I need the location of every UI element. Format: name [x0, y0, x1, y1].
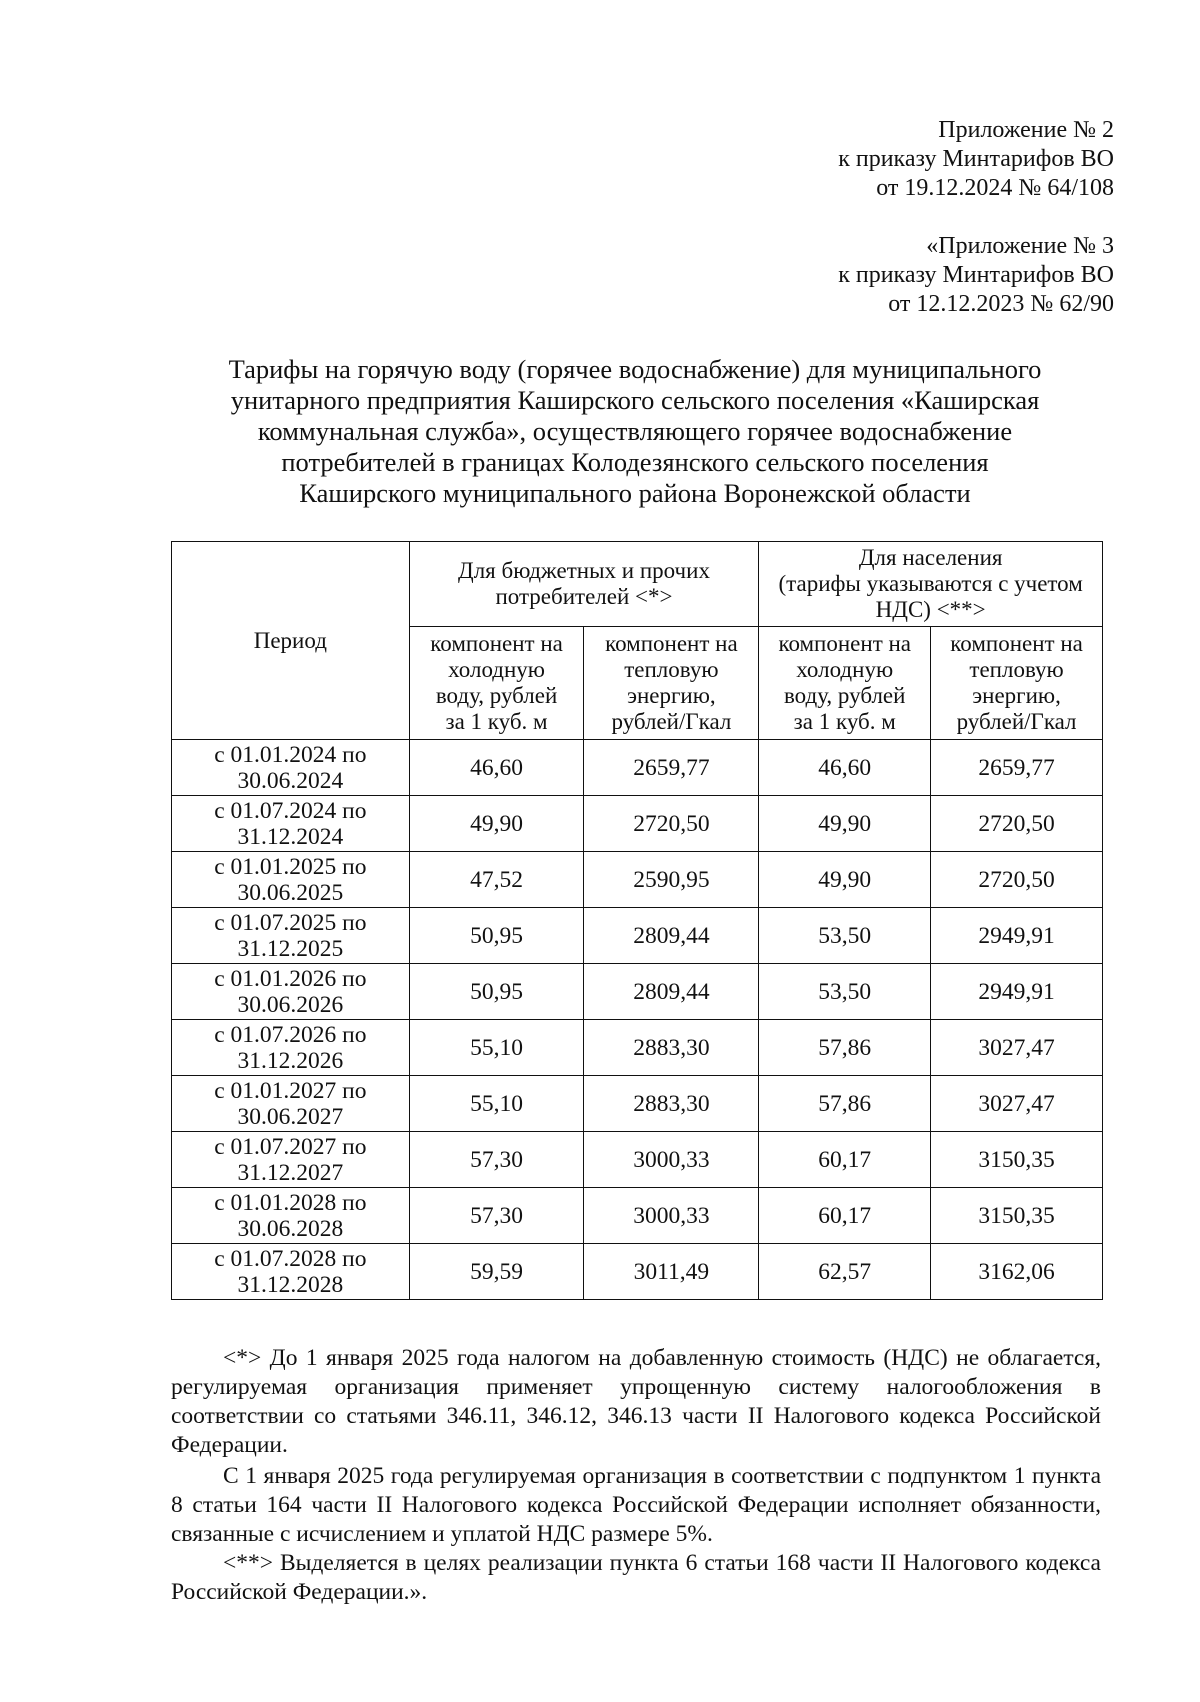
population-cold-cell: 57,86 [759, 1020, 931, 1076]
table-row [172, 908, 1103, 964]
budget-heat-cell: 3000,33 [584, 1188, 759, 1244]
appendix-3-line-2: к приказу Минтарифов ВО [838, 262, 1114, 288]
footnote-3-text: <**> Выделяется в целях реализации пункта 6 статьи 168 части II Налогового кодекса Российской Федерации.». [171, 1550, 1101, 1605]
budget-heat-cell: 2883,30 [584, 1076, 759, 1132]
period-header [172, 542, 410, 740]
footnote-3 [171, 1549, 1101, 1607]
period-end: 30.06.2026 [237, 991, 344, 1018]
period-cell [172, 1188, 410, 1244]
table-row [172, 796, 1103, 852]
header-line: компонент на [950, 631, 1083, 656]
period-start: с 01.07.2027 по [214, 1133, 367, 1160]
period-end: 31.12.2028 [237, 1271, 344, 1298]
population-heat-cell: 2659,77 [931, 740, 1103, 796]
period-header-label: Период [253, 627, 327, 653]
population-cold-cell: 53,50 [759, 964, 931, 1020]
footnote-2 [171, 1462, 1101, 1549]
budget-heat-cell: 2659,77 [584, 740, 759, 796]
population-heat-energy-header [931, 627, 1103, 740]
budget-heat-cell: 2590,95 [584, 852, 759, 908]
table-row [172, 964, 1103, 1020]
appendix-3-line-3: от 12.12.2023 № 62/90 [888, 291, 1114, 317]
population-heat-cell: 2949,91 [931, 964, 1103, 1020]
header-line: тепловую [969, 657, 1064, 682]
period-end: 31.12.2027 [237, 1159, 344, 1186]
appendix-2-reference [838, 116, 1114, 203]
period-cell [172, 964, 410, 1020]
budget-heat-cell: 3011,49 [584, 1244, 759, 1300]
population-cold-cell: 49,90 [759, 796, 931, 852]
table-row [172, 852, 1103, 908]
budget-cold-water-header [409, 627, 584, 740]
header-line: воду, рублей [435, 683, 558, 708]
table-row [172, 1188, 1103, 1244]
population-heat-cell: 2949,91 [931, 908, 1103, 964]
footnote-1 [171, 1344, 1101, 1460]
header-line: рублей/Гкал [611, 709, 732, 734]
header-line: компонент на [605, 631, 738, 656]
footnote-1-text: <*> До 1 января 2025 года налогом на добавленную стоимость (НДС) не облагается, регулируемая организация применяет упрощенную систему налогообложения в соответствии со статьями 346.11, 346.12, 346.13 части II Налогового кодекса Российской Федерации. [171, 1345, 1101, 1458]
budget-heat-cell: 2809,44 [584, 908, 759, 964]
header-line: компонент на [778, 631, 912, 656]
population-cold-water-header [759, 627, 931, 740]
population-group-line-2: (тарифы указываются с учетом [778, 571, 1083, 596]
period-end: 30.06.2027 [237, 1103, 344, 1130]
period-start: с 01.07.2028 по [214, 1245, 367, 1272]
budget-group-line-2: потребителей <*> [495, 584, 673, 609]
document-title [170, 354, 1100, 509]
header-line: тепловую [624, 657, 719, 682]
title-line-1: Тарифы на горячую воду (горячее водоснабжение) для муниципального [228, 354, 1042, 384]
budget-heat-cell: 2883,30 [584, 1020, 759, 1076]
budget-heat-cell: 2809,44 [584, 964, 759, 1020]
population-heat-cell: 3162,06 [931, 1244, 1103, 1300]
population-group-line-3: НДС) <**> [875, 597, 986, 622]
appendix-2-line-3: от 19.12.2024 № 64/108 [876, 175, 1114, 201]
period-start: с 01.07.2024 по [214, 797, 367, 824]
population-cold-cell: 60,17 [759, 1188, 931, 1244]
title-line-3: коммунальная служба», осуществляющего горячее водоснабжение [257, 416, 1013, 446]
population-heat-cell: 2720,50 [931, 852, 1103, 908]
period-cell [172, 852, 410, 908]
header-line: холодную [448, 657, 545, 682]
population-heat-cell: 3027,47 [931, 1076, 1103, 1132]
budget-cold-cell: 50,95 [409, 964, 584, 1020]
population-heat-cell: 3027,47 [931, 1020, 1103, 1076]
population-cold-cell: 49,90 [759, 852, 931, 908]
population-heat-cell: 2720,50 [931, 796, 1103, 852]
table-row [172, 1020, 1103, 1076]
population-cold-cell: 60,17 [759, 1132, 931, 1188]
table-row [172, 740, 1103, 796]
population-group-header [759, 542, 1103, 627]
budget-cold-cell: 47,52 [409, 852, 584, 908]
population-group-line-1: Для населения [858, 545, 1003, 570]
period-start: с 01.01.2024 по [214, 741, 367, 768]
population-cold-cell: 46,60 [759, 740, 931, 796]
appendix-3-line-1: «Приложение № 3 [926, 233, 1114, 259]
header-line: энергию, [627, 683, 716, 708]
period-cell [172, 1244, 410, 1300]
title-line-4: потребителей в границах Колодезянского сельского поселения [281, 447, 989, 477]
period-cell [172, 1076, 410, 1132]
period-cell [172, 1020, 410, 1076]
period-end: 30.06.2025 [237, 879, 344, 906]
period-start: с 01.07.2026 по [214, 1021, 367, 1048]
header-line: энергию, [972, 683, 1061, 708]
budget-heat-cell: 3000,33 [584, 1132, 759, 1188]
period-end: 31.12.2026 [237, 1047, 344, 1074]
tariff-table [171, 541, 1103, 1300]
population-cold-cell: 53,50 [759, 908, 931, 964]
header-line: холодную [796, 657, 894, 682]
table-row [172, 1132, 1103, 1188]
title-line-5: Каширского муниципального района Воронежской области [299, 478, 971, 508]
period-start: с 01.07.2025 по [214, 909, 367, 936]
footnote-2-text: С 1 января 2025 года регулируемая организация в соответствии с подпунктом 1 пункта 8 статьи 164 части II Налогового кодекса Российской Федерации исполняет обязанности, связанные с исчислением и уплатой НДС размере 5%. [171, 1463, 1101, 1547]
period-start: с 01.01.2026 по [214, 965, 367, 992]
budget-group-header [409, 542, 759, 627]
period-end: 31.12.2025 [237, 935, 344, 962]
appendix-2-line-2: к приказу Минтарифов ВО [838, 146, 1114, 172]
budget-heat-cell: 2720,50 [584, 796, 759, 852]
budget-heat-energy-header [584, 627, 759, 740]
budget-cold-cell: 59,59 [409, 1244, 584, 1300]
appendix-2-line-1: Приложение № 2 [938, 117, 1114, 143]
period-start: с 01.01.2027 по [214, 1077, 367, 1104]
budget-cold-cell: 49,90 [409, 796, 584, 852]
header-line: за 1 куб. м [793, 709, 896, 734]
header-line: компонент на [430, 631, 563, 656]
appendix-3-reference [838, 232, 1114, 319]
budget-cold-cell: 46,60 [409, 740, 584, 796]
budget-group-line-1: Для бюджетных и прочих [458, 558, 710, 583]
header-line: воду, рублей [783, 683, 906, 708]
period-cell [172, 1132, 410, 1188]
period-end: 30.06.2024 [237, 767, 344, 794]
header-line: за 1 куб. м [445, 709, 548, 734]
budget-cold-cell: 55,10 [409, 1076, 584, 1132]
period-cell [172, 740, 410, 796]
table-row [172, 1076, 1103, 1132]
population-heat-cell: 3150,35 [931, 1188, 1103, 1244]
budget-cold-cell: 55,10 [409, 1020, 584, 1076]
table-row [172, 1244, 1103, 1300]
period-end: 31.12.2024 [237, 823, 344, 850]
budget-cold-cell: 57,30 [409, 1132, 584, 1188]
period-cell [172, 796, 410, 852]
population-cold-cell: 57,86 [759, 1076, 931, 1132]
title-line-2: унитарного предприятия Каширского сельского поселения «Каширская [230, 385, 1040, 415]
budget-cold-cell: 57,30 [409, 1188, 584, 1244]
period-start: с 01.01.2025 по [214, 853, 367, 880]
period-start: с 01.01.2028 по [214, 1189, 367, 1216]
period-end: 30.06.2028 [237, 1215, 344, 1242]
population-heat-cell: 3150,35 [931, 1132, 1103, 1188]
period-cell [172, 908, 410, 964]
header-line: рублей/Гкал [956, 709, 1077, 734]
budget-cold-cell: 50,95 [409, 908, 584, 964]
population-cold-cell: 62,57 [759, 1244, 931, 1300]
